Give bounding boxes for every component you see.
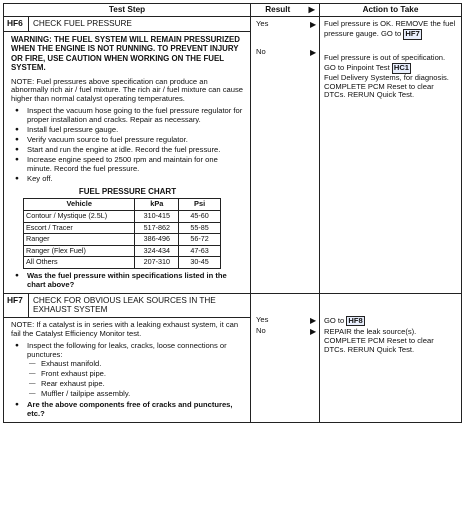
action-header: Action to Take: [320, 4, 462, 17]
hf7-question: ● Are the above components free of cracks and punctures, etc.?: [27, 401, 244, 419]
list-item: ● Start and run the engine at idle. Record the fuel pressure.: [27, 146, 244, 155]
test-step-header: Test Step: [4, 4, 251, 17]
hf7-no-block: [256, 325, 317, 336]
table-row: Ranger 386-496 56-72: [24, 234, 221, 245]
hf6-yes-action: Fuel pressure is OK. REMOVE the fuel pressure gauge. GO to HF7: [324, 18, 456, 38]
hf6-warning: WARNING: THE FUEL SYSTEM WILL REMAIN PRESSURIZED WHEN THE ENGINE IS NOT RUNNING. TO PREVENT INJURY OR FIRE, USE CAUTION WHEN WORKING ON THE FUEL SYSTEM.: [11, 34, 240, 73]
chart-header-vehicle: Vehicle: [24, 199, 135, 211]
chart-header-row: [24, 199, 221, 211]
hf7-link[interactable]: HF7: [405, 28, 420, 38]
hf8-link[interactable]: HF8: [348, 315, 363, 325]
chart-header-psi: Psi: [179, 199, 221, 211]
hf7-yes-label: Yes: [256, 314, 269, 324]
hf6-no-block: [256, 46, 317, 57]
hf7-title-row: [4, 293, 462, 317]
diagnostic-table: [3, 3, 462, 423]
hf6-title-row: [4, 16, 462, 31]
hf7-body: [4, 317, 251, 423]
hf7-parts: [27, 360, 244, 399]
hf6-yes-label: Yes: [256, 18, 269, 28]
hf6-question-list: [11, 272, 244, 290]
diagnostic-table-page: [3, 3, 461, 517]
list-item: ● Inspect the vacuum hose going to the fuel pressure regulator for proper installation and cracks. Repair as necessary.: [27, 107, 244, 125]
arrow-icon: ▶: [310, 326, 317, 336]
hf7-no-action: REPAIR the leak source(s). COMPLETE PCM Reset to clear DTCs. RERUN Quick Test.: [324, 327, 434, 355]
fuel-pressure-chart: [23, 198, 221, 268]
hf7-yes-action: GO to HF8: [324, 315, 363, 325]
hf6-results: [251, 16, 320, 293]
list-item: — Rear exhaust pipe.: [41, 380, 244, 389]
hf7-results: [251, 293, 320, 423]
arrow-icon: ▶: [305, 4, 320, 17]
hf7-steps: [11, 342, 244, 420]
hf6-step-title: CHECK FUEL PRESSURE: [29, 16, 251, 31]
table-row: Contour / Mystique (2.5L) 310-415 45-60: [24, 211, 221, 222]
hf7-step-title: CHECK FOR OBVIOUS LEAK SOURCES IN THE EXHAUST SYSTEM: [29, 293, 251, 317]
hf7-actions: [320, 293, 462, 423]
table-row: Ranger (Flex Fuel) 324-434 47-63: [24, 245, 221, 256]
hf6-body: [4, 31, 251, 293]
arrow-icon: ▶: [310, 47, 317, 57]
list-item: ● Inspect the following for leaks, cracks, loose connections or punctures: — Exhaust manifold. — Front exhaust pipe. — Rear exhaust pipe. — Muffler / tailpipe assembly.: [27, 342, 244, 399]
table-row: All Others 207-310 30-45: [24, 257, 221, 268]
list-item: — Front exhaust pipe.: [41, 370, 244, 379]
chart-header-kpa: kPa: [135, 199, 179, 211]
hf7-note: NOTE: If a catalyst is in series with a leaking exhaust system, it can fail the Catalyst Efficiency Monitor test.: [11, 319, 239, 338]
fuel-pressure-chart-title: FUEL PRESSURE CHART: [78, 187, 177, 196]
hf6-note: NOTE: Fuel pressures above specification can produce an abnormally rich air / fuel mixture. The rich air / fuel mixture can cause higher than normal catalyst operating temperatures.: [11, 76, 243, 104]
arrow-icon: ▶: [310, 19, 317, 29]
hc1-link[interactable]: HC1: [393, 62, 410, 72]
hf6-no-label: No: [256, 46, 266, 56]
header-row: [4, 4, 462, 17]
list-item: ● Verify vacuum source to fuel pressure regulator.: [27, 136, 244, 145]
hf6-step-id: HF6: [4, 16, 29, 31]
hf6-yes-block: [256, 18, 317, 138]
hf6-no-action: Fuel pressure is out of specification. GO to Pinpoint Test HC1 Fuel Delivery Systems, for diagnosis. COMPLETE PCM Reset to clear DTCs. RERUN Quick Test.: [324, 52, 449, 100]
hf7-yes-block: [256, 314, 317, 325]
list-item: ● Key off.: [27, 175, 244, 184]
table-row: Escort / Tracer 517-862 55-85: [24, 222, 221, 233]
result-header: Result: [251, 4, 305, 17]
hf6-steps: [11, 107, 244, 184]
list-item: ● Install fuel pressure gauge.: [27, 126, 244, 135]
hf6-question: ● Was the fuel pressure within specifications listed in the chart above?: [27, 272, 244, 290]
hf7-no-label: No: [256, 325, 266, 335]
list-item: — Exhaust manifold.: [41, 360, 244, 369]
hf6-actions: [320, 16, 462, 293]
hf7-step-id: HF7: [4, 293, 29, 317]
list-item: ● Increase engine speed to 2500 rpm and maintain for one minute. Record the fuel pressure.: [27, 156, 244, 174]
arrow-icon: ▶: [310, 315, 317, 325]
list-item: — Muffler / tailpipe assembly.: [41, 390, 244, 399]
